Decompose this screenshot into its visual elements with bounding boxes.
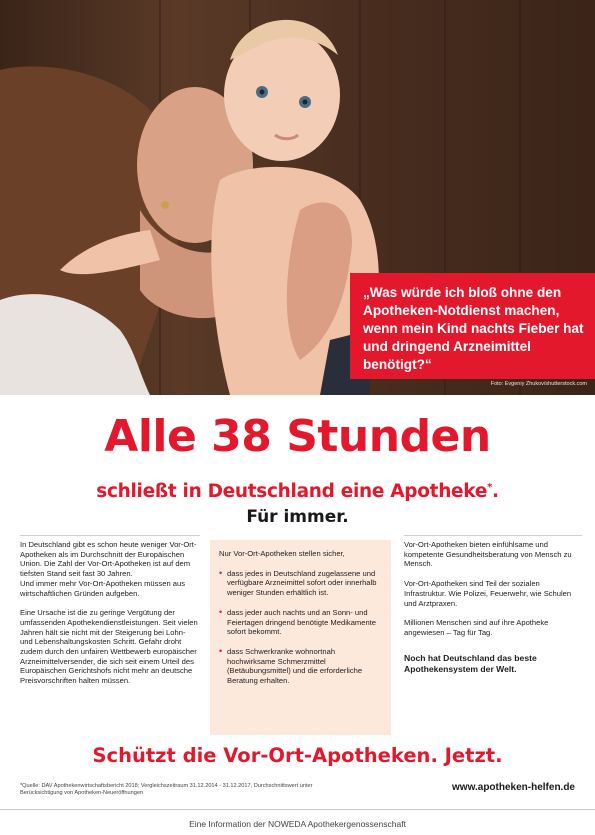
column-left <box>20 540 200 696</box>
hero-photo <box>0 0 595 395</box>
footnote-marker: * <box>487 482 492 493</box>
call-to-action: Schützt die Vor-Ort-Apotheken. Jetzt. <box>92 744 503 767</box>
publisher-info: Eine Information der NOWEDA Apothekergenossenschaft <box>189 819 406 829</box>
photo-credit: Foto: Evgeniy Zhukov/shutterstock.com <box>490 381 587 387</box>
sub-headline-text: schließt in Deutschland eine Apotheke <box>96 481 488 503</box>
list-item-text: dass jeder auch nachts und an Sonn- und Feiertagen dringend benötigte Medikamente sofort bekommt. <box>227 607 377 637</box>
list-item <box>219 647 385 686</box>
column3-paragraph-2: Vor-Ort-Apotheken sind Teil der sozialen Infrastruktur. Wie Polizei, Feuerwehr, wie Schulen und Arztpraxen. <box>404 579 572 608</box>
column3-rule <box>404 535 582 536</box>
column-middle-panel <box>210 540 391 735</box>
column3-paragraph-1: Vor-Ort-Apotheken bieten einfühlsame und kompetente Gesundheitsberatung von Mensch zu Mensch. <box>404 540 572 569</box>
column1-paragraph-1b: Und immer mehr Vor-Ort-Apotheken müssen aus wirtschaftlichen Gründen aufgeben. <box>20 578 186 598</box>
guarantee-list <box>219 569 385 686</box>
forever-headline: Für immer. <box>246 507 349 527</box>
column-right <box>404 540 582 685</box>
main-headline: Alle 38 Stunden <box>104 411 491 462</box>
sub-headline <box>0 476 595 504</box>
list-item-text: dass jedes in Deutschland zugelassene und verfügbare Arzneimittel sofort oder innerhalb weniger Stunden erhältlich ist. <box>227 568 377 598</box>
bullet-icon: • <box>219 606 223 617</box>
source-footnote: *Quelle: DAV Apothekenwirtschaftsbericht 2018; Vergleichszeitraum 31.12.2014 - 31.12.2017, Durchschnittswert unter Berücksichtigung von Apotheken-Neueröffnungen <box>20 783 313 796</box>
bullet-icon: • <box>219 567 223 578</box>
column3-paragraph-3: Millionen Menschen sind auf ihre Apotheke angewiesen – Tag für Tag. <box>404 618 549 637</box>
quote-text: „Was würde ich bloß ohne den Apotheken-Notdienst machen, wenn mein Kind nachts Fieber hat und dringend Arzneimittel benötigt?“ <box>363 285 584 372</box>
column3-closing: Noch hat Deutschland das beste Apothekensystem der Welt. <box>404 652 537 674</box>
website-link[interactable]: www.apotheken-helfen.de <box>452 782 575 793</box>
footer-divider <box>0 809 595 810</box>
sub-headline-period: . <box>492 481 499 503</box>
quote-callout <box>350 273 595 379</box>
column2-intro: Nur Vor-Ort-Apotheken stellen sicher, <box>219 549 345 558</box>
list-item <box>219 569 385 598</box>
column1-paragraph-2: Eine Ursache ist die zu geringe Vergütung der umfassenden Apothekendienstleistungen. Seit vielen Jahren hält sie nicht mit der Steigerung bei Lohn- und Lebenshaltungskosten Schritt. Gefahr droht zudem durch den unfairen Wettbewerb europäischer Arzneimittelversender, die sich seit einem Urteil des Europäischen Gerichtshofs nicht mehr an deutsche Preisvorschriften halten müssen. <box>20 608 198 686</box>
list-item <box>219 608 385 637</box>
bullet-icon: • <box>219 645 223 656</box>
column1-paragraph-1: In Deutschland gibt es schon heute weniger Vor-Ort-Apotheken als im Durchschnitt der Europäischen Union. Die Zahl der Vor-Ort-Apotheken ist auf dem tiefsten Stand seit fast 30 Jahren. <box>20 540 197 579</box>
list-item-text: dass Schwerkranke wohnortnah hochwirksame Schmerzmittel (Betäubungsmittel) und die erforderliche Beratung erhalten. <box>227 646 363 686</box>
column1-rule <box>20 535 200 536</box>
